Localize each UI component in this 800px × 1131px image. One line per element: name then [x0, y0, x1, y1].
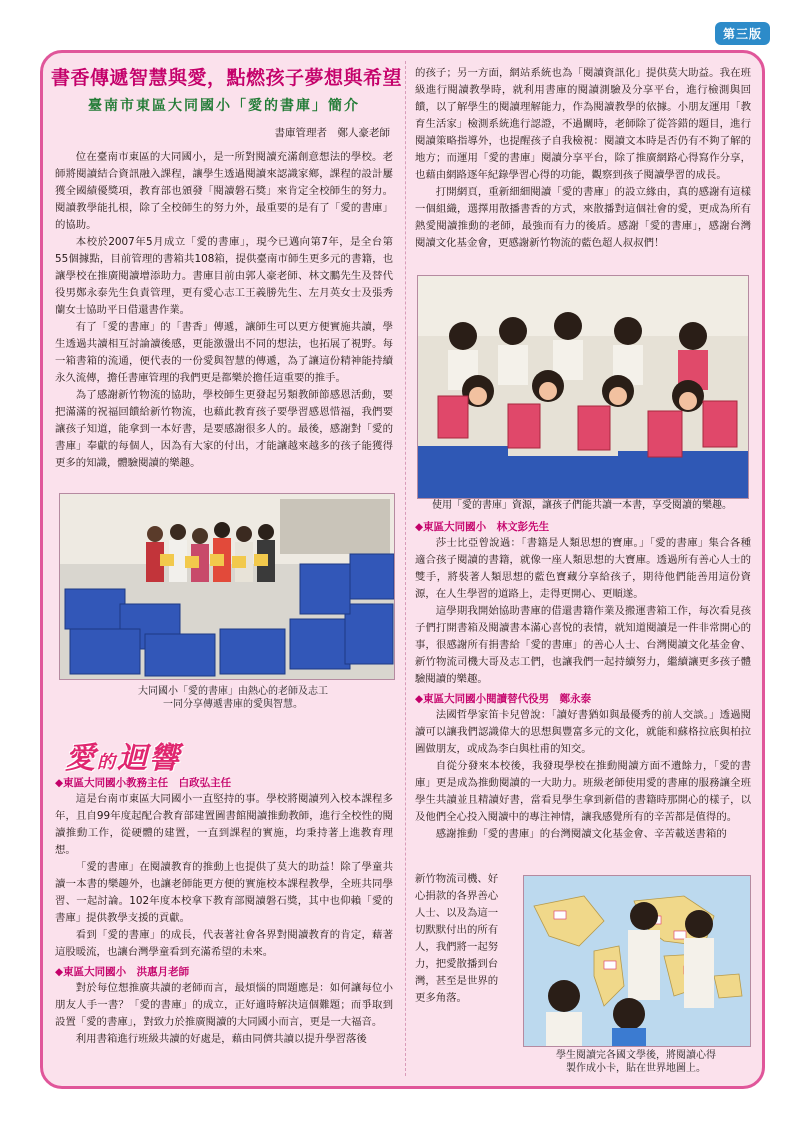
- paragraph: 「愛的書庫」在閱讀教育的推動上也提供了莫大的助益！除了學童共讀一本書的樂趣外，也讓老師能更方便的實施校本課程教學，全班共同學習、一起討論。102年度本校拿下教育部閱讀磐石獎，其中也仰賴「愛的書庫」提供教學支援的貢獻。: [55, 861, 393, 924]
- paragraph: 有了「愛的書庫」的「書香」傳遞，讓師生可以更方便實施共讀，學生透過共讀相互討論讀後感，更能激盪出不同的想法，也拓展了視野。每一箱書箱的流通，便代表的一份愛與智慧的傳遞，為了讓這份精神能持續永久流傳，擔任書庫管理的我們更是都樂於擔任這重要的推手。: [55, 321, 393, 384]
- students-photo-caption: 使用「愛的書庫」資源，讓孩子們能共讀一本書，享受閱讀的樂趣。: [432, 500, 732, 511]
- paragraph: 利用書箱進行班級共讀的好處是，藉由同儕共讀以提升學習落後: [75, 1033, 367, 1045]
- paragraph: 位在臺南市東區的大同國小，是一所對閱讀充滿創意想法的學校。老師將閱讀結合資訊融入課程，讓學生透過閱讀來認識家鄉，課程的設計屢獲全國績優獎項，教育部也頒發「閱讀磐石獎」來肯定全校師生的努力。閱讀教學能扎根，除了全校師生的努力外，最重要的是有了「愛的書庫」的協助。: [55, 151, 393, 231]
- paragraph: 這是台南市東區大同國小一直堅持的事。學校將閱讀列入校本課程多年，且自99年度起配合教育部建置圖書館閱讀推動教師，進行全校性的閱讀推動工作，從硬體的建置，一直到課程的實施，均秉持著上進教育理想。: [55, 793, 393, 856]
- right-column-text: [415, 65, 751, 252]
- paragraph: 對於每位想推廣共讀的老師而言，最煩惱的問題應是：如何讓每位小朋友人手一書？「愛的書庫」的成立，正好適時解決這個難題；而爭取到設置「愛的書庫」，對致力於推廣閱讀的大同國小而言，更是一大福音。: [55, 982, 393, 1028]
- paragraph: 打開網頁，重新細細閱讀「愛的書庫」的設立緣由，真的感謝有這樣一個組織，選擇用散播書香的方式，來散播對這個社會的愛，更成為所有熱愛閱讀推動的老師，最強而有力的後盾。感謝「愛的書庫」，感謝台灣閱讀文化基金會，更感謝新竹物流的藍色超人叔叔們！: [415, 186, 751, 249]
- paragraph: 本校於2007年5月成立「愛的書庫」，現今已邁向第7年，是全台第55個據點，目前管理的書箱共108箱，提供臺南市師生更多元的書籍，也讓學校在推廣閱讀增添助力。書庫目前由郭人豪老師、林文鵬先生及替代役男鄭永泰先生負責管理，更有愛心志工王義勝先生、左月英女士及張秀蘭女士協助平日借還書作業。: [55, 236, 393, 316]
- echo-title-small: 的: [97, 752, 117, 773]
- text-line: 力，把愛散播到台: [415, 958, 499, 970]
- closing-text: [415, 871, 519, 1007]
- section-heading: ◆東區大同國小教務主任 白政弘主任: [55, 777, 232, 789]
- text-line: 心捐款的各界善心: [415, 890, 499, 902]
- column-divider: [405, 61, 406, 1076]
- paragraph: 的孩子；另一方面，網站系統也為「閱讀資訊化」提供莫大助益。我在班級進行閱讀教學時，就利用書庫的閱讀測驗及分享平台，進行檢測與回饋，以了解學生的閱讀理解能力，作為閱讀教學的依據。小朋友運用「教育生活家」檢測系統進行認證，不過關時，老師除了從答錯的題目，進行閱讀策略指導外，也提醒孩子自我檢視：閱讀文本時是否仍有不夠了解的地方；而運用「愛的書庫」閱讀分享平台，除了推廣網路心得寫作分享，也藉由網路逐年紀錄學習心得的功能，觀察到孩子閱讀學習的成長。: [415, 67, 751, 181]
- section-heading: ◆東區大同國小 洪惠月老師: [55, 966, 190, 978]
- paragraph: 為了感謝新竹物流的協助，學校師生更發起另類教師節感恩活動，要把滿滿的祝福回饋給新竹物流，也藉此教育孩子要學習感恩惜福，我們要讓孩子知道，能拿到一本好書，是要感謝很多人的。最後，感謝對「愛的書庫」奉獻的每個人，因為有大家的付出，才能讓越來越多的孩子能獲得更多的知識，體驗閱讀的樂趣。: [55, 389, 393, 469]
- byline: 書庫管理者 鄭人豪老師: [274, 127, 390, 139]
- world-map-caption: [523, 1049, 749, 1075]
- echo-right-sections: [415, 519, 751, 843]
- intro-text: [55, 149, 393, 472]
- echo-section-title: [65, 733, 181, 777]
- text-line: 灣，甚至是世界的: [415, 975, 499, 987]
- caption-line: 製作成小卡，貼在世界地圖上。: [566, 1063, 706, 1074]
- text-line: 更多角落。: [415, 992, 467, 1004]
- article-frame: [40, 50, 765, 1089]
- echo-left-sections: [55, 775, 393, 1048]
- page-headline: 書香傳遞智慧與愛，點燃孩子夢想與希望: [51, 67, 403, 89]
- volunteers-photo: [59, 493, 395, 680]
- text-line: 新竹物流司機、好: [415, 873, 499, 885]
- caption-line: 一同分享傳遞書庫的愛與智慧。: [163, 699, 303, 710]
- volunteers-photo-caption: [103, 685, 363, 711]
- paragraph: 莎士比亞曾說過：「書籍是人類思想的寶庫。」「愛的書庫」集合各種適合孩子閱讀的書籍，就像一座人類思想的大寶庫。透過所有善心人士的雙手，將裝著人類思想的藍色寶藏分享給孩子，期待他們能善用這份資源，在人生學習的道路上，走得更開心、更順遂。: [415, 537, 751, 600]
- text-line: 人士、以及為這一: [415, 907, 499, 919]
- text-line: 切默默付出的所有: [415, 924, 499, 936]
- article-subtitle: 臺南市東區大同國小「愛的書庫」簡介: [88, 98, 360, 114]
- text-line: 人，我們將一起努: [415, 941, 499, 953]
- echo-title-main: 愛: [65, 741, 97, 776]
- section-heading: ◆東區大同國小閱讀替代役男 鄭永泰: [415, 693, 592, 705]
- paragraph: 自從分發來本校後，我發現學校在推動閱讀方面不遺餘力，「愛的書庫」更是成為推動閱讀的一大助力。班級老師使用愛的書庫的服務讓全班學生共讀並且精讀好書，當看見學生拿到新借的書籍時那開心的樣子，以及他們全心投入閱讀中的專注神情，讓我感覺所有的辛苦都是值得的。: [415, 760, 751, 823]
- caption-line: 大同國小「愛的書庫」由熱心的老師及志工: [138, 686, 328, 697]
- caption-line: 學生閱讀完各國文學後，將閱讀心得: [556, 1050, 716, 1061]
- section-heading: ◆東區大同國小 林文彭先生: [415, 521, 550, 533]
- paragraph: 感謝推動「愛的書庫」的台灣閱讀文化基金會、辛苦載送書箱的: [435, 828, 727, 840]
- echo-title-end: 迴響: [117, 741, 181, 776]
- paragraph: 這學期我開始協助書庫的借還書籍作業及搬運書箱工作，每次看見孩子們打開書箱及閱讀書本滿心喜悅的表情，就知道閱讀是一件非常開心的事，很感謝所有捐書給「愛的書庫」的善心人士、台灣閱讀文化基金會、新竹物流司機大哥及志工們，也讓我們一起持續努力，繼續讓更多孩子體驗閱讀的樂趣。: [415, 605, 751, 685]
- world-map-photo: [523, 875, 751, 1047]
- paragraph: 法國哲學家笛卡兒曾說：「讀好書猶如與最優秀的前人交談。」透過閱讀可以讓我們認識偉大的思想與豐富多元的文化，就能和蘇格拉底與柏拉圖做朋友，或成為李白與杜甫的知交。: [415, 709, 751, 755]
- paragraph: 看到「愛的書庫」的成長，代表著社會各界對閱讀教育的肯定，藉著這股暖流，也讓台灣學童看到充滿希望的未來。: [55, 929, 393, 958]
- students-reading-photo: [417, 275, 749, 499]
- page-number-badge: 第三版: [715, 22, 770, 45]
